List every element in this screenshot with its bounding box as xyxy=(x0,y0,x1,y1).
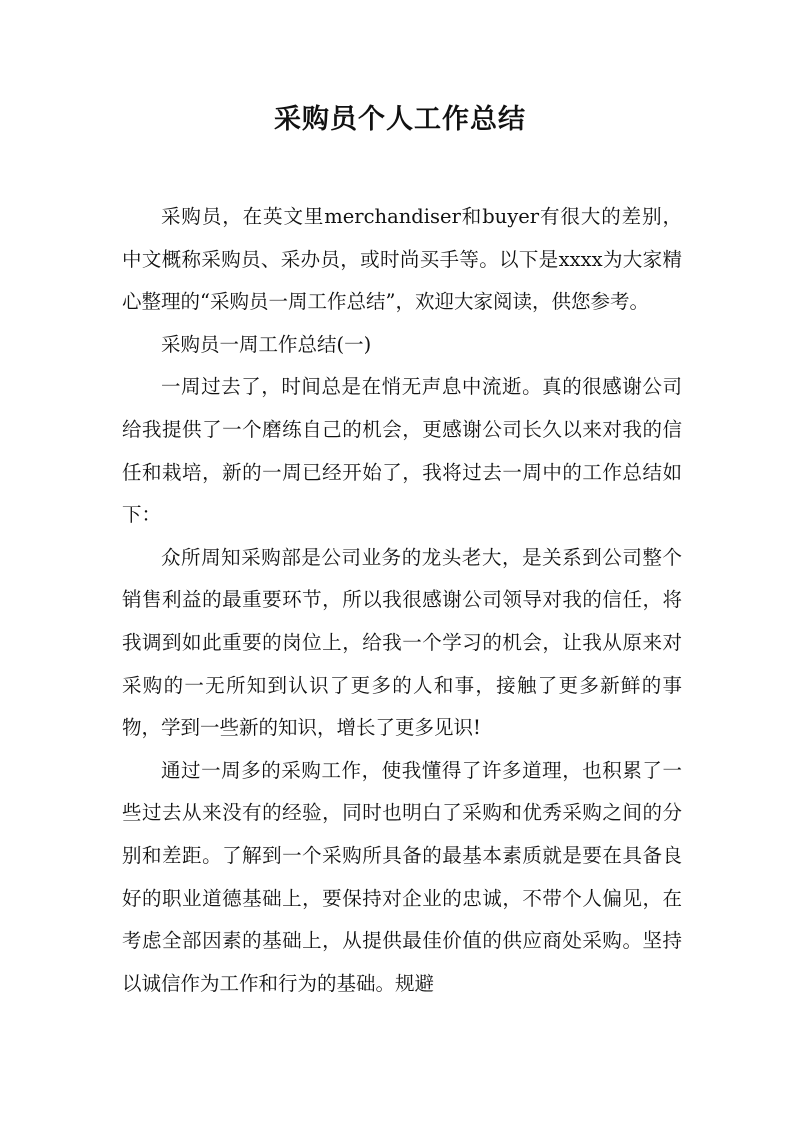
section-heading: 采购员一周工作总结(一) xyxy=(161,332,372,356)
paragraph-intro: 采购员，在英文里merchandiser和buyer有很大的差别，中文概称采购员、采办员，或时尚买手等。以下是xxxx为大家精心整理的“采购员一周工作总结”，欢迎大家阅读，供您参考。 xyxy=(122,205,682,314)
document-title: 采购员个人工作总结 xyxy=(274,104,526,135)
paragraph-department-role: 众所周知采购部是公司业务的龙头老大，是关系到公司整个销售利益的最重要环节，所以我很感谢公司领导对我的信任，将我调到如此重要的岗位上，给我一个学习的机会，让我从原来对采购的一无所知到认识了更多的人和事，接触了更多新鲜的事物，学到一些新的知识，增长了更多见识! xyxy=(122,545,682,740)
paragraph-lessons: 通过一周多的采购工作，使我懂得了许多道理，也积累了一些过去从来没有的经验，同时也明白了采购和优秀采购之间的分别和差距。了解到一个采购所具备的最基本素质就是要在具备良好的职业道德基础上，要保持对企业的忠诚，不带个人偏见，在考虑全部因素的基础上，从提供最佳价值的供应商处采购。坚持以诚信作为工作和行为的基础。规避 xyxy=(122,758,682,995)
document-body xyxy=(122,196,682,1005)
paragraph-week-review: 一周过去了，时间总是在悄无声息中流逝。真的很感谢公司给我提供了一个磨练自己的机会，更感谢公司长久以来对我的信任和栽培，新的一周已经开始了，我将过去一周中的工作总结如下： xyxy=(122,375,682,527)
